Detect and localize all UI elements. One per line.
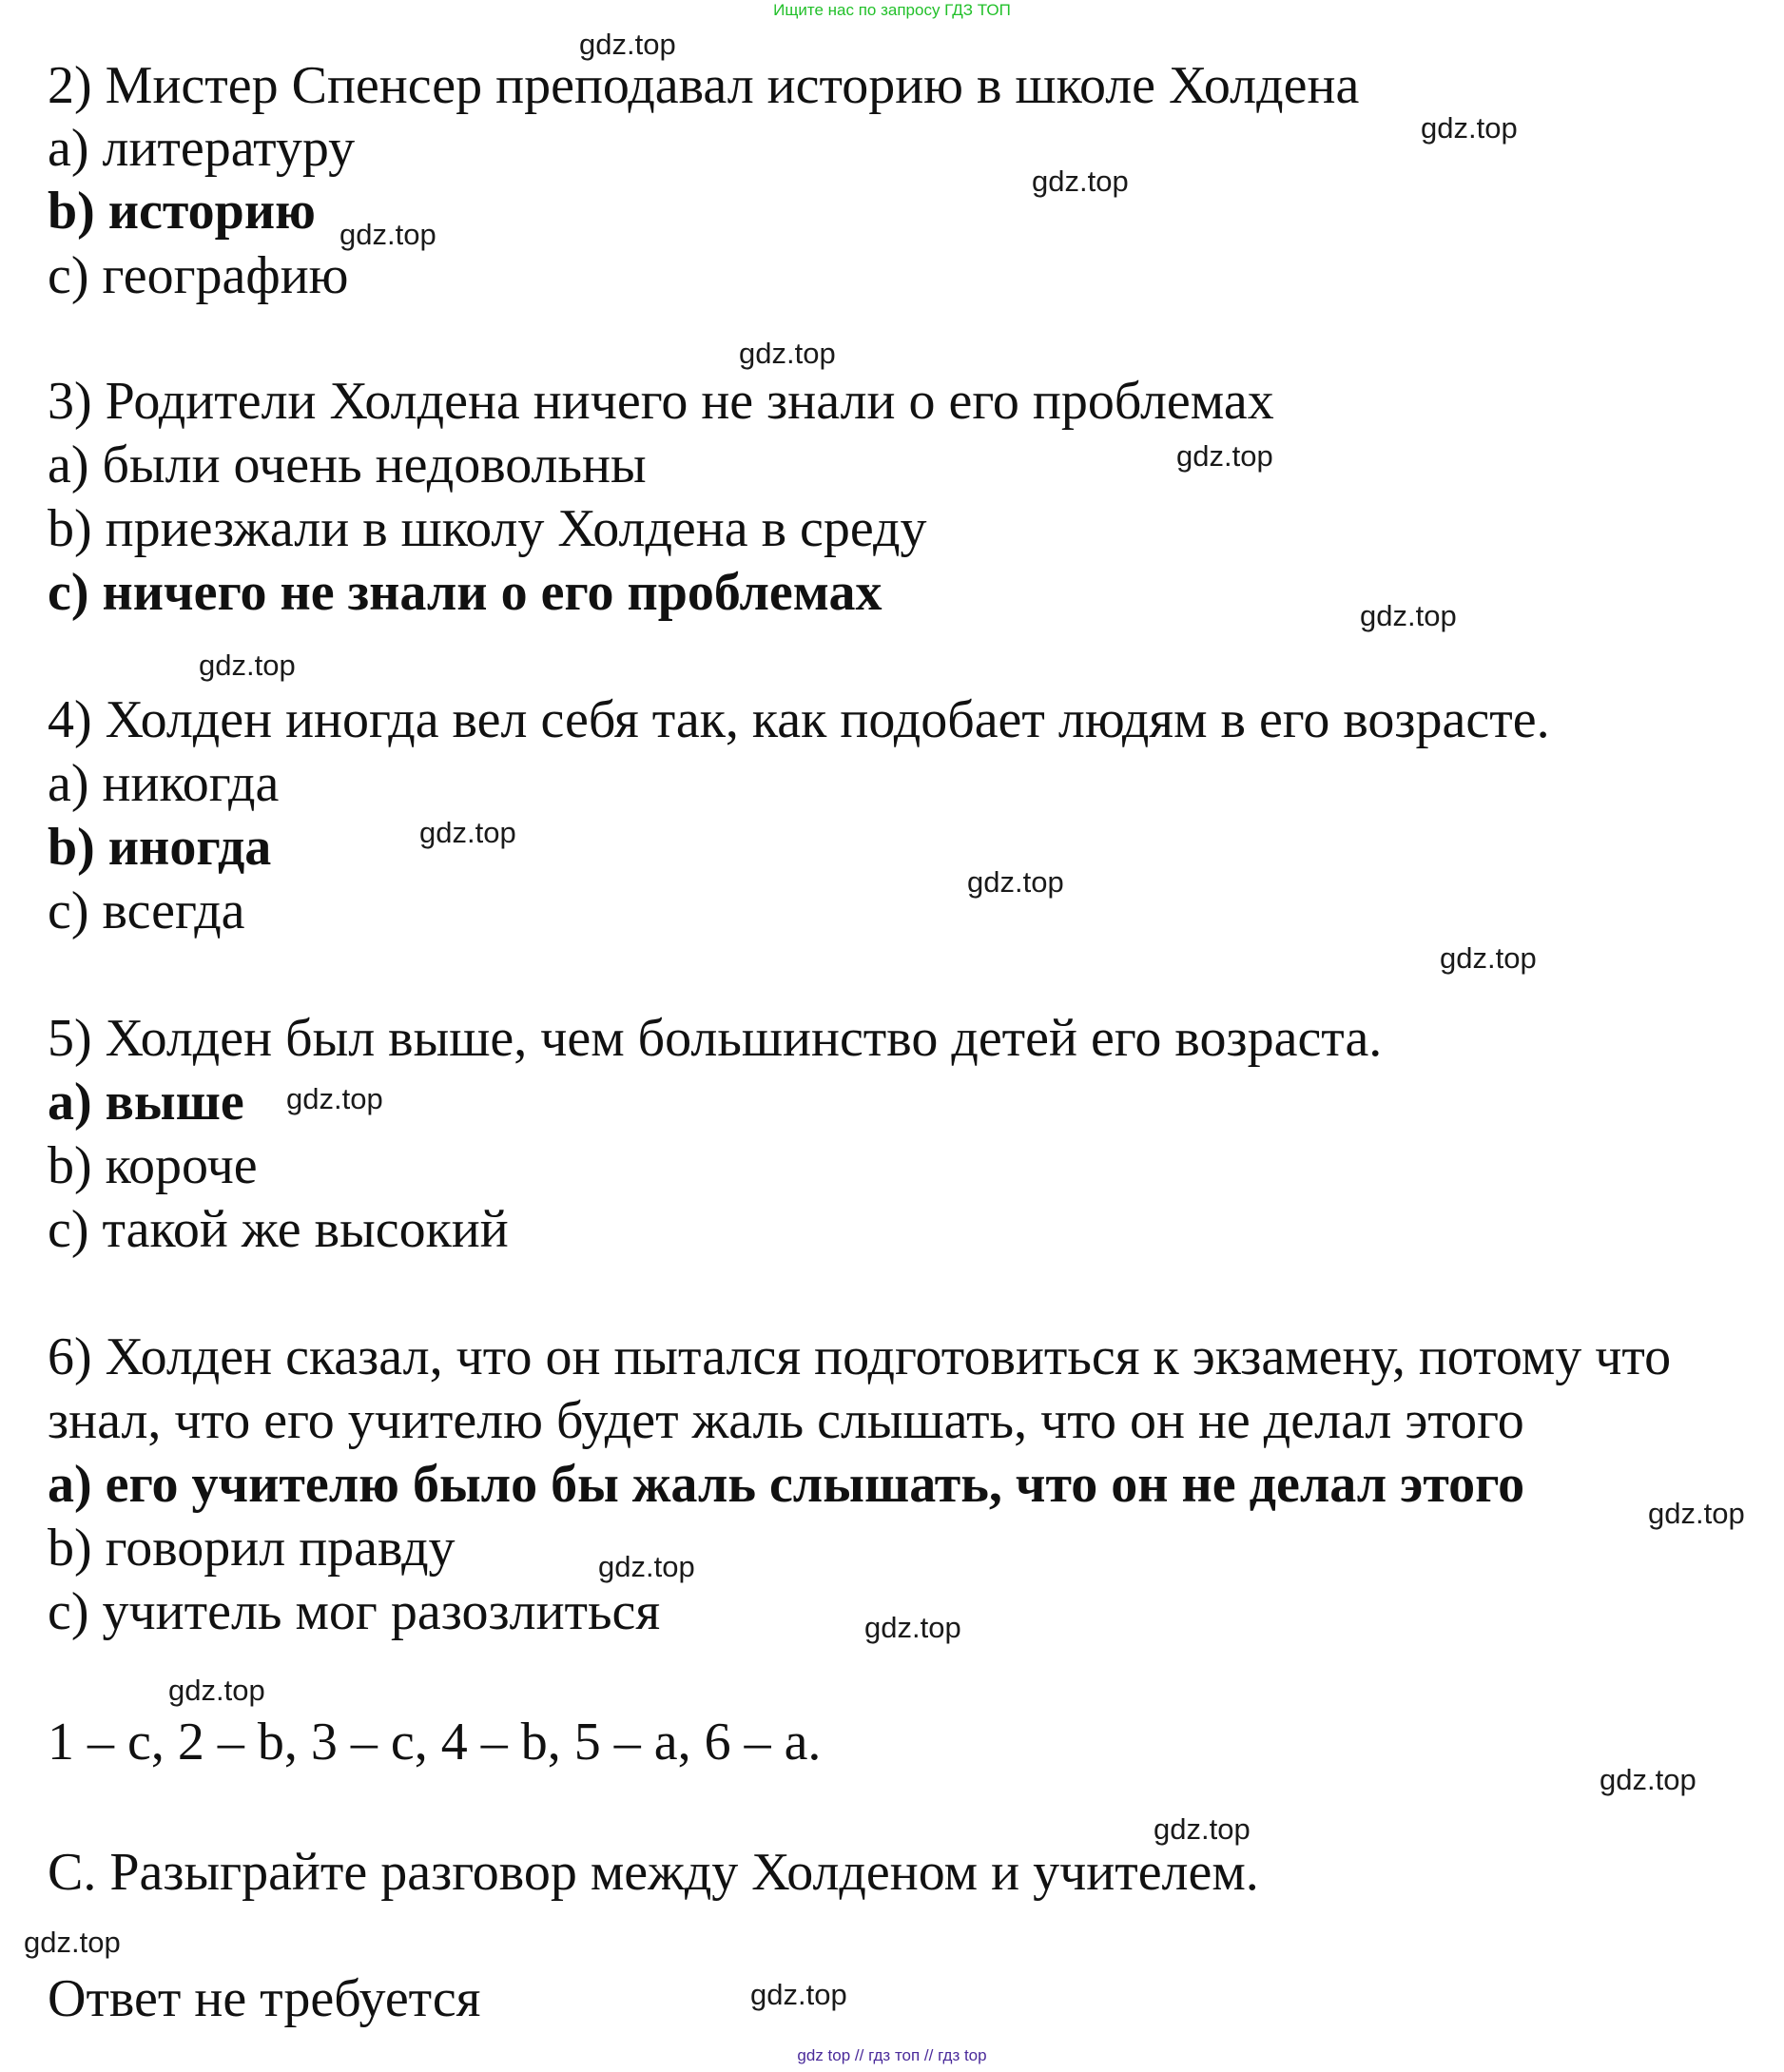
watermark: gdz.top — [967, 865, 1064, 899]
watermark: gdz.top — [286, 1082, 383, 1115]
q3-question: 3) Родители Холдена ничего не знали о его проблемах — [48, 372, 1274, 431]
watermark: gdz.top — [419, 816, 516, 849]
watermark: gdz.top — [1600, 1763, 1697, 1796]
q2-option-c: c) географию — [48, 246, 349, 305]
q6-question-line2: знал, что его учителю будет жаль слышать, что он не делал этого — [48, 1391, 1524, 1450]
q5-option-c: c) такой же высокий — [48, 1200, 509, 1259]
section-c-title: C. Разыграйте разговор между Холденом и учителем. — [48, 1843, 1259, 1902]
q5-question: 5) Холден был выше, чем большинство детей его возраста. — [48, 1009, 1383, 1068]
watermark: gdz.top — [598, 1550, 695, 1583]
q6-option-a-correct: a) его учителю было бы жаль слышать, что он не делал этого — [48, 1455, 1525, 1514]
q6-option-b: b) говорил правду — [48, 1519, 456, 1578]
q6-option-c: c) учитель мог разозлиться — [48, 1582, 661, 1641]
top-search-banner[interactable]: Ищите нас по запросу ГДЗ ТОП — [773, 1, 1011, 19]
q2-option-b-correct: b) историю — [48, 182, 316, 241]
watermark: gdz.top — [168, 1674, 265, 1707]
q4-question: 4) Холден иногда вел себя так, как подобает людям в его возрасте. — [48, 690, 1550, 749]
watermark: gdz.top — [739, 337, 836, 370]
watermark: gdz.top — [339, 218, 436, 251]
watermark: gdz.top — [579, 28, 676, 61]
watermark: gdz.top — [24, 1926, 121, 1959]
q3-option-b: b) приезжали в школу Холдена в среду — [48, 499, 927, 558]
watermark: gdz.top — [1360, 599, 1457, 632]
q4-option-a: a) никогда — [48, 754, 280, 813]
answer-key: 1 – c, 2 – b, 3 – c, 4 – b, 5 – a, 6 – a. — [48, 1713, 822, 1772]
watermark: gdz.top — [1440, 941, 1537, 975]
q3-option-a: a) были очень недовольны — [48, 436, 647, 494]
section-c-answer: Ответ не требуется — [48, 1969, 481, 2028]
q5-option-b: b) короче — [48, 1136, 258, 1195]
watermark: gdz.top — [1032, 165, 1129, 198]
q4-option-c: c) всегда — [48, 881, 245, 940]
watermark: gdz.top — [1176, 439, 1273, 473]
q2-question: 2) Мистер Спенсер преподавал историю в школе Холдена — [48, 56, 1360, 115]
q6-question-line1: 6) Холден сказал, что он пытался подготовиться к экзамену, потому что — [48, 1327, 1672, 1386]
q5-option-a-correct: a) выше — [48, 1073, 244, 1132]
watermark: gdz.top — [1421, 111, 1518, 145]
q4-option-b-correct: b) иногда — [48, 818, 272, 877]
q2-option-a: a) литературу — [48, 119, 356, 178]
watermark: gdz.top — [1154, 1812, 1251, 1846]
watermark: gdz.top — [199, 649, 296, 682]
watermark: gdz.top — [864, 1611, 961, 1644]
watermark: gdz.top — [750, 1978, 847, 2011]
bottom-footer-banner[interactable]: gdz top // гдз топ // гдз top — [797, 2046, 987, 2064]
watermark: gdz.top — [1648, 1497, 1745, 1530]
q3-option-c-correct: c) ничего не знали о его проблемах — [48, 563, 882, 622]
